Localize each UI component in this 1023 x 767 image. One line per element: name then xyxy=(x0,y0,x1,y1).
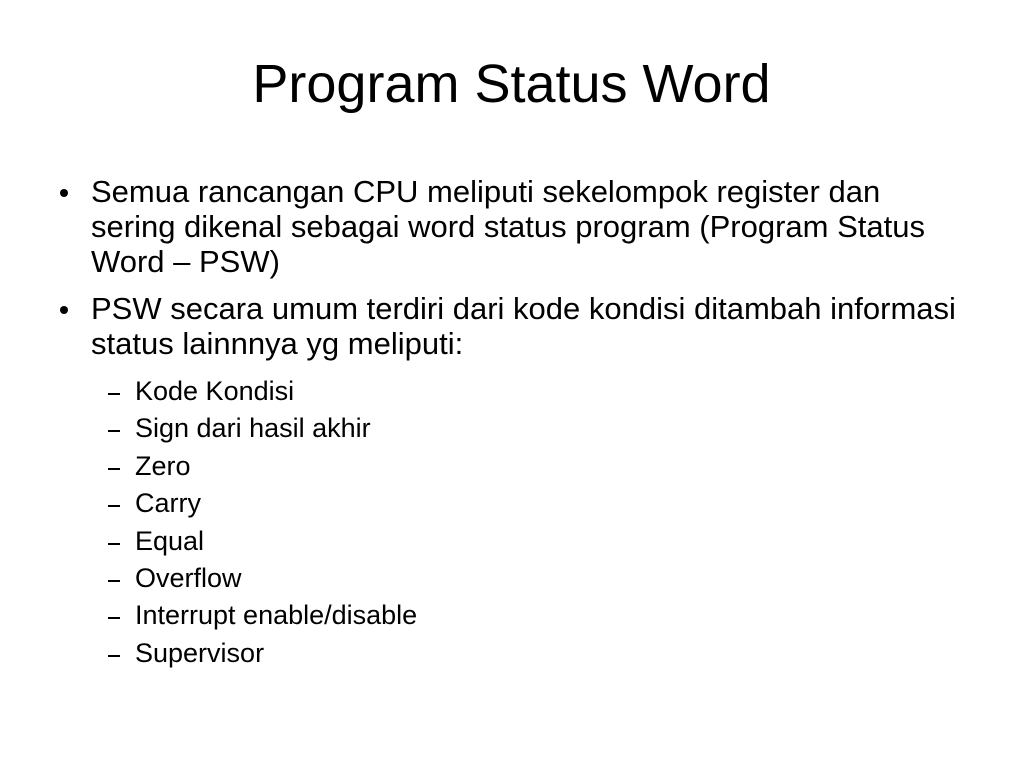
dash-icon xyxy=(108,505,120,507)
dash-icon xyxy=(108,430,120,432)
sub-bullet-item xyxy=(56,523,956,560)
sub-bullet-item xyxy=(56,635,956,672)
sub-bullet-item xyxy=(56,597,956,634)
dash-icon xyxy=(108,617,120,619)
sub-bullet-text: Interrupt enable/disable xyxy=(135,600,418,631)
bullet-dot-icon xyxy=(60,189,68,197)
sub-bullet-text: Equal xyxy=(135,525,205,556)
bullet-item xyxy=(56,291,956,361)
sub-bullet-text: Carry xyxy=(135,488,201,519)
sub-bullet-text: Sign dari hasil akhir xyxy=(135,413,371,444)
dash-icon xyxy=(108,543,120,545)
sub-bullet-item xyxy=(56,373,956,410)
sub-bullet-text: Kode Kondisi xyxy=(135,376,295,406)
dash-icon xyxy=(108,655,120,657)
sub-bullet-item xyxy=(56,560,956,597)
sub-bullet-item xyxy=(56,448,956,485)
sub-bullet-list xyxy=(56,373,956,672)
bullet-text: PSW secara umum terdiri dari kode kondisi ditambah informasi status lainnnya yg meliputi: xyxy=(91,291,956,361)
sub-bullet-item xyxy=(56,410,956,447)
dash-icon xyxy=(108,468,120,470)
sub-bullet-item xyxy=(56,485,956,522)
slide-body xyxy=(56,174,956,672)
sub-bullet-text: Zero xyxy=(135,450,191,481)
sub-bullet-text: Supervisor xyxy=(135,637,265,668)
sub-bullet-text: Overflow xyxy=(135,563,242,594)
slide-title: Program Status Word xyxy=(252,54,771,114)
bullet-text: Semua rancangan CPU meliputi sekelompok register dan sering dikenal sebagai word status program (Program Status Word – PSW) xyxy=(91,174,925,279)
dash-icon xyxy=(108,580,120,582)
dash-icon xyxy=(108,393,120,395)
bullet-item xyxy=(56,174,956,279)
bullet-dot-icon xyxy=(60,306,68,314)
